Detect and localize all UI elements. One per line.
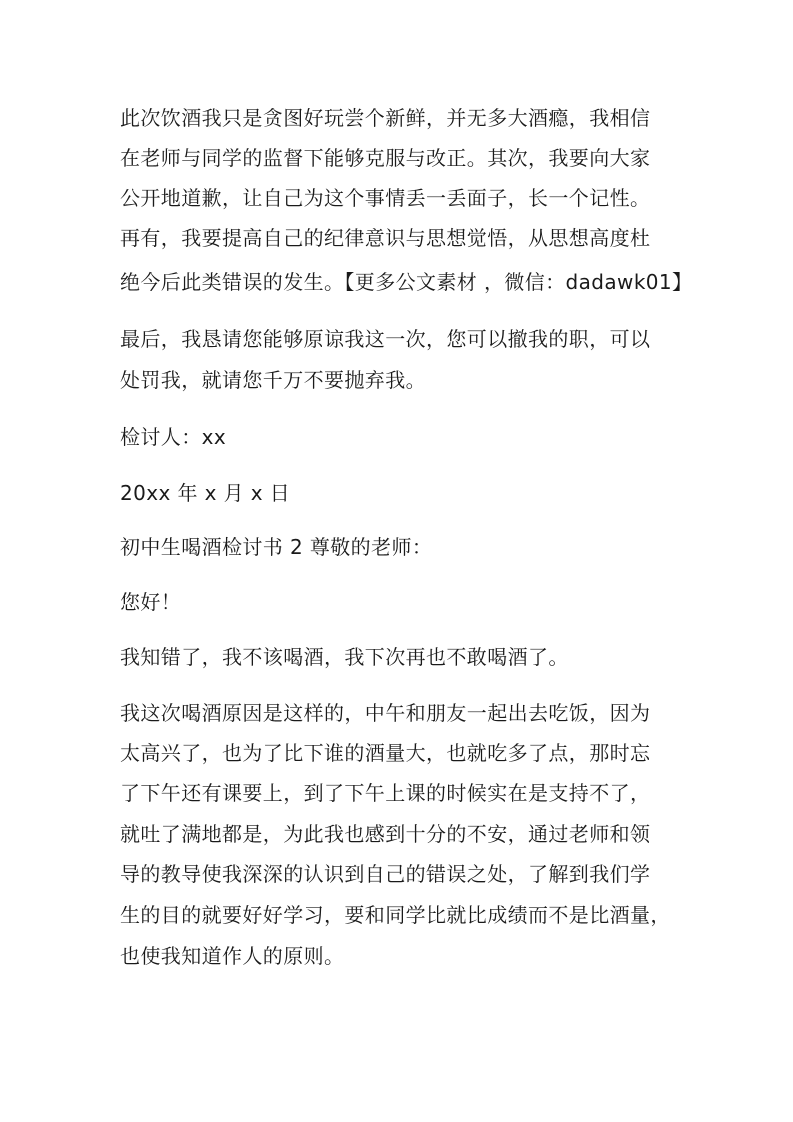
letter-title-line: 初中生喝酒检讨书 2 尊敬的老师：: [120, 535, 433, 559]
paragraph-8-line-4: 就吐了满地都是，为此我也感到十分的不安，通过老师和领: [120, 822, 651, 846]
paragraph-1-line-3: 公开地道歉，让自己为这个事情丢一丢面子，长一个记性。: [120, 186, 651, 210]
paragraph-8-line-1: 我这次喝酒原因是这样的，中午和朋友一起出去吃饭，因为: [120, 701, 651, 725]
paragraph-8-line-5: 导的教导使我深深的认识到自己的错误之处，了解到我们学: [120, 862, 651, 886]
paragraph-1-line-1: 此次饮酒我只是贪图好玩尝个新鲜，并无多大酒瘾，我相信: [120, 106, 651, 130]
greeting-line: 您好！: [120, 590, 182, 614]
paragraph-8-line-6: 生的目的就要好好学习，要和同学比就比成绩而不是比酒量，: [120, 903, 671, 927]
signature-line: 检讨人：xx: [120, 425, 227, 449]
paragraph-1-line-2: 在老师与同学的监督下能够克服与改正。其次，我要向大家: [120, 146, 651, 170]
apology-line: 我知错了，我不该喝酒，我下次再也不敢喝酒了。: [120, 645, 569, 669]
paragraph-2-line-2: 处罚我，就请您千万不要抛弃我。: [120, 368, 426, 392]
paragraph-8-line-3: 了下午还有课要上，到了下午上课的时候实在是支持不了，: [120, 781, 651, 805]
paragraph-1-line-4: 再有，我要提高自己的纪律意识与思想觉悟，从思想高度杜: [120, 226, 651, 250]
paragraph-1-line-5: 绝今后此类错误的发生。【更多公文素材 ，微信：dadawk01】: [120, 270, 693, 294]
date-line: 20xx 年 x 月 x 日: [120, 481, 291, 505]
paragraph-8-line-7: 也使我知道作人的原则。: [120, 944, 345, 968]
paragraph-8-line-2: 太高兴了，也为了比下谁的酒量大，也就吃多了点，那时忘: [120, 741, 651, 765]
paragraph-2-line-1: 最后，我恳请您能够原谅我这一次，您可以撤我的职，可以: [120, 327, 651, 351]
